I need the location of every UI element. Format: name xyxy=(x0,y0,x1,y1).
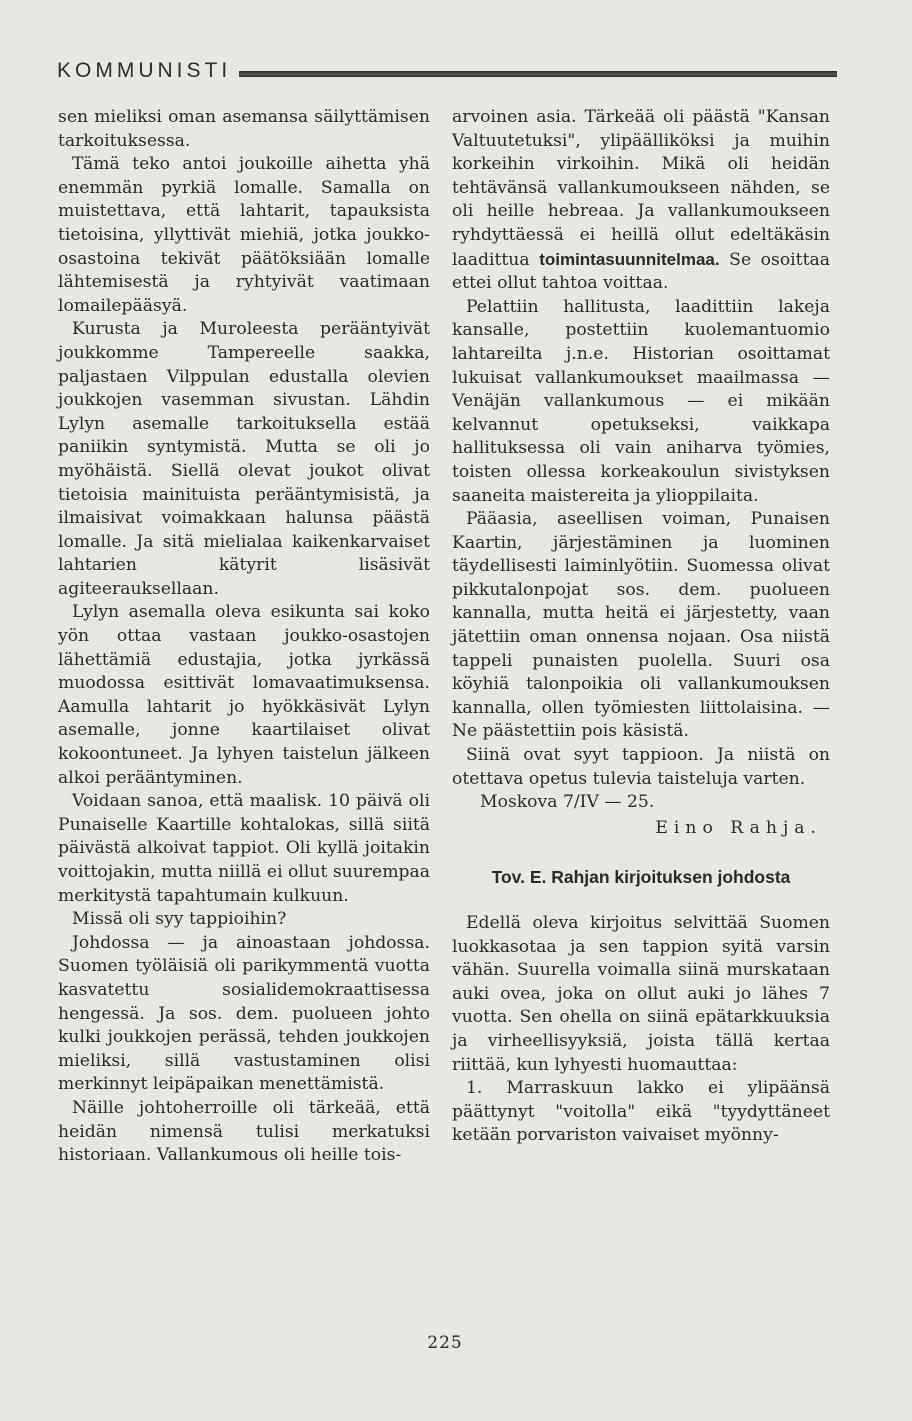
paragraph-text: Missä oli syy tappioihin? xyxy=(72,909,287,930)
paragraph-text: Kurusta ja Muroleesta perääntyivät joukkomme Tampereelle saakka, paljastaen Vilppulan edustalla olevien joukkojen vasemman sivustan. Lähdin Lylyn asemalle tarkoituksella estää paniikin syntymistä. Mutta se oli jo myöhäistä. Siellä olevat joukot olivat tietoisia mainituista perääntymisistä, ja ilmaisivat voimakkaan halunsa päästä lomalle. Ja sitä mielialaa kaikenkarvaiset lahtarien kätyrit lisäsivät agiteerauksellaan. xyxy=(58,319,430,599)
paragraph xyxy=(452,508,830,744)
paragraph xyxy=(452,912,830,1077)
paragraph xyxy=(58,153,430,318)
paragraph-text: Näille johtoherroille oli tärkeää, että heidän nimensä tulisi merkatuksi historiaan. Vallankumous oli heille tois- xyxy=(58,1097,430,1166)
paragraph xyxy=(58,790,430,908)
place-and-date: Moskova 7/IV — 25. xyxy=(480,792,655,813)
page-header xyxy=(57,54,837,88)
emphasized-text: toimintasuunnitelmaa. xyxy=(539,249,720,269)
paragraph xyxy=(58,908,430,932)
paragraph xyxy=(452,296,830,508)
paragraph-text: 1. Marraskuun lakko ei ylipäänsä päättynyt "voitolla" eikä "tyydyttäneet ketään porvariston vaivaiset myönny- xyxy=(452,1078,830,1146)
running-title: KOMMUNISTI xyxy=(57,59,232,82)
paragraph-text: Se osoittaa ettei ollut tahtoa voittaa. xyxy=(452,249,830,294)
paragraph xyxy=(452,106,830,296)
paragraph-text: Johdossa — ja ainoastaan johdossa. Suomen työläisiä oli parikymmentä vuotta kasvatettu sosialidemokraattisessa hengessä. Ja sos. dem. puolueen johto kulki joukkojen perässä, tehden joukkojen mieliksi, sillä vastustaminen olisi merkinnyt leipäpaikan menettämistä. xyxy=(58,932,430,1095)
right-column xyxy=(452,106,830,1148)
paragraph-text: sen mieliksi oman asemansa säilyttämisen tarkoituksessa. xyxy=(58,107,430,151)
right-column-top-text xyxy=(452,106,830,791)
paragraph xyxy=(58,106,430,153)
paragraph-text: Pääasia, aseellisen voiman, Punaisen Kaartin, järjestäminen ja luominen täydellisesti laiminlyötiin. Suomessa olivat pikkutalonpojat sos. dem. puolueen kannalla, mutta heitä ei järjestetty, vaan jätettiin oman onnensa nojaan. Osa niistä tappeli punaisten puolella. Suuri osa köyhiä talonpoikia oli vallankumouksen kannalla, ollen työmiesten liittolaisina. — Ne päästettiin pois käsistä. xyxy=(452,509,830,742)
paragraph xyxy=(58,318,430,601)
paragraph xyxy=(452,744,830,791)
paragraph-text: Pelattiin hallitusta, laadittiin lakeja kansalle, postettiin kuolemantuomio lahtareilta j.n.e. Historian osoittamat lukuisat vallankumoukset maailmassa — Venäjän vallankumous — ei mikään kelvannut opetukseksi, vaikkapa hallituksessa oli vain aniharva työmies, toisten ollessa korkeakoulun sivistyksen saaneita maistereita ja ylioppilaita. xyxy=(452,296,830,506)
paragraph-text: Lylyn asemalla oleva esikunta sai koko yön ottaa vastaan joukko-osastojen lähettämiä edustajia, jotka jyrkässä muodossa esittivät lomavaatimuksensa. Aamulla lahtarit jo hyökkäsivät Lylyn asemalle, jonne kaartilaiset olivat kokoontuneet. Ja lyhyen taistelun jälkeen alkoi perääntyminen. xyxy=(58,602,430,788)
section-heading: Tov. E. Rahjan kirjoituksen johdosta xyxy=(491,867,791,888)
header-rule xyxy=(239,71,837,77)
right-column-bottom-text xyxy=(452,912,830,1148)
paragraph xyxy=(58,1097,430,1168)
paragraph-text: Tämä teko antoi joukoille aihetta yhä enemmän pyrkiä lomalle. Samalla on muistettava, että lahtarit, tapauksista tietoisina, yllyttivät miehiä, jotka joukko-osastoina tekivät päätöksiään lomalle lähtemisestä ja ryhtyivät vaatimaan lomailepääsyä. xyxy=(58,154,430,316)
paragraph-text: Edellä oleva kirjoitus selvittää Suomen luokkasotaa ja sen tappion syitä varsin vähän. Suurella voimalla siinä murskataan auki ovea, joka on ollut auki jo lähes 7 vuotta. Sen ohella on siinä epätarkkuuksia ja virheellisyyksiä, joista tällä kertaa riittää, kun lyhyesti huomauttaa: xyxy=(452,913,830,1075)
paragraph-text: Siinä ovat syyt tappioon. Ja niistä on otettava opetus tulevia taisteluja varten. xyxy=(452,745,830,789)
page-number: 225 xyxy=(427,1333,463,1353)
paragraph xyxy=(58,601,430,790)
paragraph xyxy=(58,932,430,1097)
paragraph-text: arvoinen asia. Tärkeää oli päästä "Kansan Valtuutetuksi", ylipäälliköksi ja muihin korkeihin virkoihin. Mikä oli heidän tehtävänsä vallankumoukseen nähden, se oli heille hebreaa. Ja vallankumoukseen ryhdyttäessä ei heillä ollut edeltäkäsin laadittua xyxy=(452,107,830,270)
left-column xyxy=(58,106,430,1168)
paragraph xyxy=(452,1077,830,1148)
author-signature: Eino Rahja. xyxy=(655,817,822,838)
paragraph-text: Voidaan sanoa, että maalisk. 10 päivä oli Punaiselle Kaartille kohtalokas, sillä siitä päivästä alkoivat tappiot. Oli kyllä joitakin voittojakin, mutta niillä ei ollut suurempaa merkitystä tapahtumain kulkuun. xyxy=(58,791,430,906)
